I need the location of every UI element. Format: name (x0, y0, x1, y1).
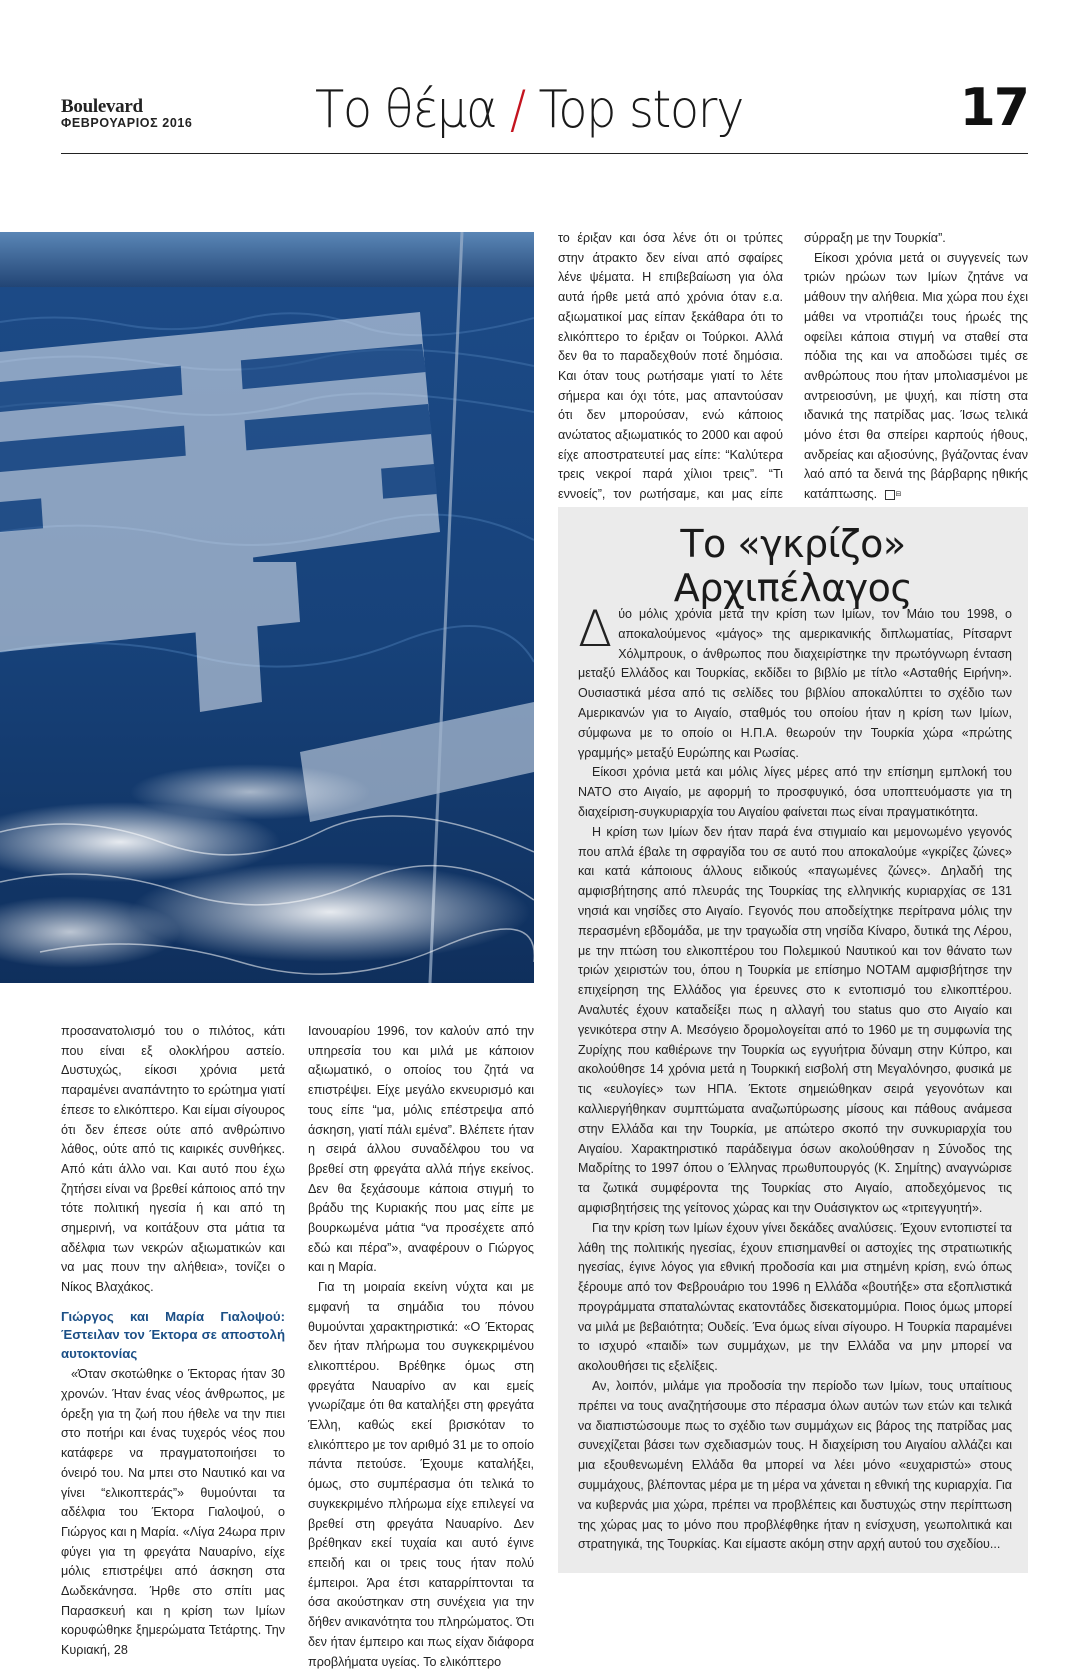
page-number: 17 (959, 78, 1028, 138)
paragraph: Ιανουαρίου 1996, τον καλούν από την υπηρεσία του και μιλά με κάποιον αξιωματικό, ο οποίος του ζητά να επιστρέψει. Είχε μεγάλο εκνευρισμό και τους είπε “μα, μόλις επέστρεψα από άσκηση, γιατί πάλι εμένα”. Βλέπετε ήταν η σειρά άλλου συναδέλφου του να βρεθεί στη φρεγάτα αλλά πήγε εκείνος. Δεν θα ξεχάσουμε κάποια στιγμή το βράδυ της Κυριακής που μας είπε με βουρκωμένα μάτια “να προσέχετε από εδώ και πέρα”», αναφέρουν ο Γιώργος και η Μαρία. (308, 1024, 534, 1275)
paragraph (804, 249, 1028, 505)
section-title (315, 80, 744, 140)
column-top-a (558, 229, 783, 544)
column-top-b (804, 229, 1028, 505)
paragraph: σύρραξη με την Τουρκία”. (804, 231, 946, 245)
issue-date: ΦΕΒΡΟΥΑΡΙΟΣ 2016 (61, 116, 193, 130)
paragraph-text: ύο μόλις χρόνια μετά την κρίση των Ιμίων, τον Μάιο του 1998, ο αποκαλούμενος «μάγος» της αμερικανικής διπλωματίας, Ρίτσαρντ Χόλμπρουκ, ο άνθρωπος που διαχειρίστηκε την πρωτόγνωρη ένταση μεταξύ Ελλάδος και Τουρκίας, εκδίδει το βιβλίο με τίτλο «Ασταθής Ειρήνη». Ουσιαστικά μέσα από τις σελίδες του βιβλίου αποκαλύπτει το σχέδιο των Αμερικανών για το Αιγαίο, σταθμός του οποίου ήταν η κρίση των Ιμίων, σύμφωνα με το οποίο οι Η.Π.Α. θεωρούν την Τουρκία χώρα «πρώτης γραμμής» μεταξύ Ευρώπης και Ρωσίας. (578, 607, 1012, 760)
paragraph: Αν, λοιπόν, μιλάμε για προδοσία την περίοδο των Ιμίων, τους υπαίτιους πρέπει να τους αναζητήσουμε στο πέρασμα όλων αυτών των ετών και τελικά να διαπιστώσουμε πως το σχέδιο των συμμάχων εις βάρος της πατρίδας μας συνεχίζεται βάσει των σχεδιασμών τους. Η διαχείριση του Αιγαίου αλλάζει και μια εξουθενωμένη Ελλάδα θα μπορεί να λέει μόνο «ευχαριστώ» στους συμμάχους, βλέποντας μέρα με τη μέρα να χάνεται η εθνική της κυριαρχία. Για να κυβερνάς μια χώρα, πρέπει να προβλέπεις και δυστυχώς στην περίπτωση της χώρας μας το μόνο που προβλέφθηκε ήταν η ενίσχυση, γεωπολιτικά και στρατηγικά, της Τουρκίας. Και είμαστε ακόμη στην αρχή αυτού του σχεδίου... (578, 1379, 1012, 1552)
greek-flag-sea-photo (0, 232, 534, 983)
paragraph: Είκοσι χρόνια μετά και μόλις λίγες μέρες από την επίσημη εμπλοκή του ΝΑΤΟ στο Αιγαίο, με αφορμή το προσφυγικό, όσα υποπτευόμαστε για τη διαχείριση-συγκυριαρχία του Αιγαίου φαίνεται πως είναι πραγματικότητα. (578, 765, 1012, 819)
drop-cap: Δ (578, 600, 613, 658)
header-rule (61, 153, 1028, 154)
paragraph: Η κρίση των Ιμίων δεν ήταν παρά ένα στιγμιαίο και μεμονωμένο γεγονός που απλά έβαλε τη σφραγίδα του σε αυτό που αποκαλούμε «γκρίζες ζώνες» και κατά κάποιους άλλους ειδικούς «παγωμένες ζώνες». Δηλαδή της αμφισβήτησης από πλευράς της Τουρκίας της ελληνικής κυριαρχίας σε 131 νησιά και νησίδες στο Αιγαίο. Γεγονός που αποδείχτηκε περίτρανα μόλις την περασμένη εβδομάδα, με την τραγωδία στη νησίδα Κίναρο, δυτικά της Λέρου, με την πτώση του ελικοπτέρου του Πολεμικού Ναυτικού και τον θάνατο των τριών χειριστών του, όπου η Τουρκία με επίσημο NOTAM αμφισβήτησε την επιχείρηση της Ελλάδος για έρευνες στο κ εντοπισμό του ελικοπτέρου. Αναλυτές έχουν καταδείξει πως η αλλαγή του status quo στο Αιγαίο και γενικότερα στην Α. Μεσόγειο δρομολογείται από το 1960 με τη συμφωνία της Ζυρίχης που καθιέρωνε την Τουρκία ως εγγυήτρια δύναμη στην Κύπρο, και ακολούθησε 14 χρόνια μετά η Τουρκική εισβολή στη Μεγαλόνησο, φυσικά με τις «ευλογίες» των ΗΠΑ. Έκτοτε σημειώθηκαν σειρά γεγονότων και καλλιεργήθηκαν συμπτώματα αναζωπύρωσης μίσους και πάθους ανάμεσα στην Ελλάδα και την Τουρκία, με απώτερο σκοπό την συνκυριαρχία του Αιγαίου. Χαρακτηριστικό παράδειγμα όσων ακολούθησαν η Σύνοδος της Μαδρίτης το 1997 όπου ο Έλληνας πρωθυπουργός (Κ. Σημίτης) αναγνώρισε τα ζωτικά συμφέροντα της Τουρκίας στο Αιγαίο, αποδεχόμενος τις αμφισβητήσεις της γείτονος χώρας και την Ουάσιγκτον ως «τριτεγγυητή». (578, 824, 1012, 1215)
box-title: Το «γκρίζο» Αρχιπέλαγος (673, 522, 913, 610)
greek-flag-over-sea-icon (0, 232, 534, 983)
paragraph: «Όταν σκοτώθηκε ο Έκτορας ήταν 30 χρονών. Ήταν ένας νέος άνθρωπος, με όρεξη για τη ζωή που ήθελε να την πιει στο ποτήρι και ένας τυχερός νέος που κατάφερε να πραγματοποιήσει το όνειρό του. Να μπει στο Ναυτικό και να γίνει “ελικοπτεράς”» θυμούνται τα αδέλφια του Έκτορα Γιαλοψού, ο Γιώργος και η Μαρία. «Λίγα 24ωρα πριν φύγει για τη φρεγάτα Ναυαρίνο, είχε μόλις επιστρέψει από άσκηση στα Δωδεκάνησα. Ήρθε στο σπίτι μας Παρασκευή και η κρίση των Ιμίων κορυφώθηκε ξημερώματα Τετάρτης. Την Κυριακή, 28 (61, 1367, 285, 1658)
paragraph: προσανατολισμό του ο πιλότος, κάτι που είναι εξ ολοκλήρου αστείο. Δυστυχώς, είκοσι χρόνια μετά παραμένει αναπάντητο το ερώτημα γιατί έπεσε το ελικόπτερο. Και είμαι σίγουρος ότι δεν έπεσε ούτε από ανθρώπινο λάθος, ούτε από τις καιρικές συνθήκες. Από κάτι άλλο ναι. Και αυτό που έχω ζητήσει είναι να βρεθεί κάποιος από την τότε πολιτική ηγεσία ή και από τη σημερινή, να κοιτάξουν στα μάτια τα αδέλφια των νεκρών αξιωματικών και να μας πουν την αλήθεια», τονίζει ο Νίκος Βλαχάκος. (61, 1024, 285, 1295)
paragraph (578, 600, 1012, 763)
section-title-greek: Το θέμα (315, 80, 497, 140)
paragraph-text: Είκοσι χρόνια μετά οι συγγενείς των τριών ηρώων των Ιμίων ζητάνε να μάθουν την αλήθεια. Μια χώρα που έχει μάθει να ντροπιάζει τους ήρωές της οφείλει κάποια στιγμή να σταθεί στα πόδια της και να αποδώσει τιμές σε ανθρώπους που ήταν μπολιασμένοι με αντρειοσύνη, με ψυχή, και πίστη στα ιδανικά της πατρίδας μας. Ίσως τελικά μόνο έτσι θα σπείρει καρπούς ήθους, ανδρείας και αξιοσύνης, βγάζοντας έναν λαό από τα δεινά της βάρβαρης ηθικής κατάπτωσης. (804, 250, 1028, 502)
box-body (578, 600, 1012, 1555)
end-of-article-icon: ⊟ (885, 490, 895, 500)
paragraph: Για την κρίση των Ιμίων έχουν γίνει δεκάδες αναλύσεις. Έχουν εντοπιστεί τα λάθη της πολιτικής ηγεσίας, έχουν επισημανθεί οι αστοχίες της στρατιωτικής ηγεσίας, έγινε λόγος για εθνική προδοσία και μια στημένη κρίση, ενώ όπως ξέρουμε από τον Φεβρουάριο του 1996 η Ελλάδα «βουτήξε» στα εξοπλιστικά προγράμματα σπαταλώντας εκατοντάδες δισεκατομμύρια. Ποιος όμως μπορεί να μιλά με βεβαιότητα; Ουδείς. Ένα όμως είναι σίγουρο. Η Τουρκία παραμένει το ισχυρό «παιδί» των συμμάχων, με την Ελλάδα να μην μπορεί να ακολουθήσει τις εξελίξεις. (578, 1220, 1012, 1374)
subheading: Γιώργος και Μαρία Γιαλοψού: Έστειλαν τον Έκτορα σε αποστολή αυτοκτονίας (61, 1308, 285, 1361)
paragraph: το έριξαν και όσα λένε ότι οι τρύπες στην άτρακτο δεν είναι από σφαίρες λένε ψέματα. Η επιβεβαίωση για όλα αυτά ήρθε μετά από χρόνια όταν ε.α. αξιωματικοί μας είπαν ξεκάθαρα ότι το ελικόπτερο το έριξαν οι Τούρκοι. Αλλά δεν θα το παραδεχθούν ποτέ δημόσια. Και όταν τους ρωτήσαμε γιατί το λέτε σήμερα και όχι τότε, μας απαντούσαν ότι δεν μπορούσαν, ενώ κάποιος ανώτατος αξιωματικός το 2000 και αφού είχε αποστρατευτεί μας είπε: “Καλύτερα τρεις νεκροί παρά χίλιοι τρεις”. “Τι εννοείς”, τον ρωτήσαμε, και μας είπε (558, 231, 783, 502)
column-bottom-b (308, 1022, 534, 1672)
section-title-separator: / (509, 80, 525, 140)
section-title-english: Top story (538, 80, 744, 140)
paragraph: Για τη μοιραία εκείνη νύχτα και με εμφανή τα σημάδια του πόνου θυμούνται χαρακτηριστικά: «Ο Έκτορας δεν ήταν πλήρωμα του συγκεκριμένου ελικοπτέρου. Βρέθηκε όμως στη φρεγάτα Ναυαρίνο αν και εμείς γνωρίζαμε ότι θα καταλήξει στη φρεγάτα Έλλη, καθώς εκεί βρισκόταν το ελικόπτερο με τον αριθμό 31 με το οποίο πάντα πετούσε. Έχουμε καταλήξει, όμως, στο συμπέρασμα ότι τελικά το συγκεκριμένο πλήρωμα είχε επιλεγεί να βρεθεί στη φρεγάτα Ναυαρίνο. Δεν βρέθηκαν εκεί τυχαία και αυτό έγινε επειδή και οι τρεις τους ήταν πολύ έμπειροι. Άρα έτσι καταρρίπτονται τα όσα ακούστηκαν στη συνέχεια για την δήθεν ανικανότητα του πληρώματος. Ότι δεν ήταν έμπειρο και πως είχαν διάφορα προβλήματα υγείας. Το ελικόπτερο (308, 1280, 534, 1669)
magazine-brand: Boulevard (61, 96, 143, 117)
column-bottom-a (61, 1022, 285, 1661)
